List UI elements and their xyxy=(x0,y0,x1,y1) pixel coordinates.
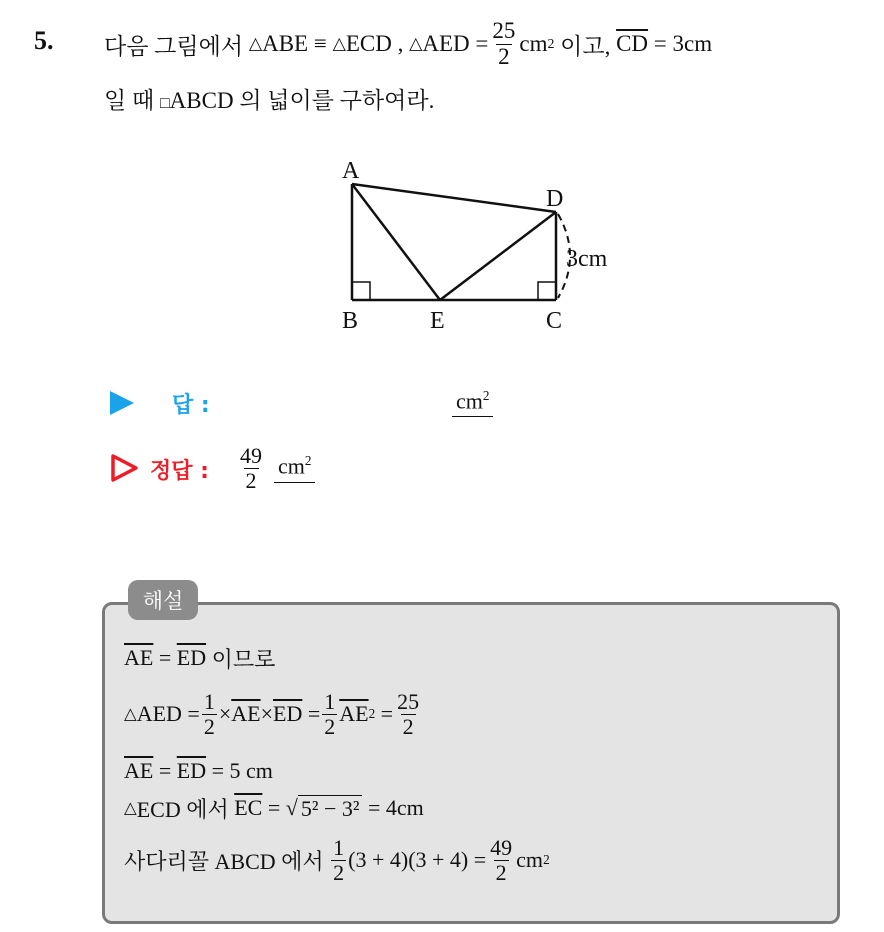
unit-exponent: 2 xyxy=(543,852,550,867)
explanation-line-3 xyxy=(124,754,273,788)
fraction-numerator: 25 xyxy=(492,18,516,44)
answer-blank[interactable] xyxy=(452,388,493,417)
segment-ae: $\overline{AE}$ xyxy=(124,645,154,670)
congruence-left: ABE ≡ xyxy=(262,31,327,56)
fraction-denominator: 2 xyxy=(203,713,215,739)
quadrilateral-icon: □ xyxy=(159,95,170,112)
fraction-numerator: 49 xyxy=(490,835,513,861)
answer-label: 답 : xyxy=(172,393,210,418)
explanation-line-2 xyxy=(124,682,423,746)
fraction-numerator: 1 xyxy=(203,689,215,715)
question-line2-prefix: 일 때 xyxy=(104,88,155,113)
question-prefix: 다음 그림에서 xyxy=(104,33,244,59)
fraction-numerator: 1 xyxy=(324,689,336,715)
label-e: E xyxy=(430,308,445,334)
times-sign: × xyxy=(260,701,273,726)
answer-row xyxy=(110,386,210,420)
equals-sign: = xyxy=(158,645,172,670)
question-line-2 xyxy=(104,82,434,115)
area-label: AED = xyxy=(422,31,489,56)
result-fraction xyxy=(395,690,421,737)
right-angle-c-icon xyxy=(538,282,556,300)
explanation-line-4 xyxy=(124,790,424,826)
play-arrow-icon xyxy=(110,391,134,415)
explanation-text: 이므로 xyxy=(211,646,276,672)
label-cd-length: 3cm xyxy=(566,246,608,272)
answer-unit: cm xyxy=(456,388,483,414)
equals-sign: = xyxy=(380,701,394,726)
segment-ae: $\overline{AE}$ xyxy=(124,758,154,783)
radical-icon: √ xyxy=(285,794,298,820)
fraction-numerator: 49 xyxy=(240,443,262,469)
area-expression: (3 + 4)(3 + 4) = xyxy=(348,847,487,872)
question-line2-suffix: 의 넓이를 구하여라. xyxy=(239,88,435,113)
fraction-denominator: 2 xyxy=(245,467,257,493)
times-sign: × xyxy=(218,701,232,726)
triangle-icon: △ xyxy=(409,34,423,53)
label-b: B xyxy=(342,308,359,334)
label-a: A xyxy=(342,158,360,184)
correct-fraction xyxy=(238,444,264,491)
fraction-denominator: 2 xyxy=(498,43,510,69)
fraction-denominator: 2 xyxy=(495,859,507,885)
label-d: D xyxy=(546,186,564,212)
result-unit: cm xyxy=(516,847,544,872)
geometry-figure xyxy=(330,150,630,340)
right-angle-b-icon xyxy=(352,282,370,300)
trapezoid-context: 사다리꼴 ABCD 에서 xyxy=(124,848,324,874)
fraction-numerator: 25 xyxy=(397,689,420,715)
unit-exponent: 2 xyxy=(547,36,555,51)
segment-cd: $\overline{CD}$ xyxy=(616,31,649,56)
segment-ae: $\overline{AE}$ xyxy=(231,701,261,726)
explanation-line-5 xyxy=(124,828,550,892)
explanation-line-1 xyxy=(124,640,275,676)
triangle-icon: △ xyxy=(124,704,137,723)
fraction-denominator: 2 xyxy=(402,713,414,739)
outline-arrow-icon xyxy=(110,453,140,483)
radicand: 5² − 3² xyxy=(298,795,363,822)
length-result: = 5 cm xyxy=(211,758,273,783)
equals-sign: = xyxy=(307,701,321,726)
explanation-tab: 해설 xyxy=(128,580,198,620)
segment-ed: $\overline{ED}$ xyxy=(273,701,303,726)
half-fraction xyxy=(322,690,337,737)
half-fraction xyxy=(202,690,217,737)
area-label: AED = xyxy=(136,701,200,726)
triangle-icon: △ xyxy=(124,798,137,817)
length-result: = 4cm xyxy=(367,795,424,820)
fraction-numerator: 1 xyxy=(333,835,345,861)
unit-text: cm xyxy=(278,453,305,479)
unit-exponent: 2 xyxy=(304,453,312,469)
area-fraction xyxy=(490,19,517,68)
quadrilateral-name: ABCD xyxy=(169,88,234,113)
fraction-denominator: 2 xyxy=(324,713,336,739)
question-connector: 이고, xyxy=(560,33,611,59)
question-number: 5. xyxy=(34,26,54,55)
segment-ec: $\overline{EC}$ xyxy=(234,795,263,820)
equals-sign: = xyxy=(158,758,172,783)
square-exponent: 2 xyxy=(368,706,376,721)
area-unit: cm xyxy=(519,31,548,56)
equals-sign: = xyxy=(267,795,281,820)
half-fraction xyxy=(331,836,346,883)
segment-ad xyxy=(352,184,556,212)
correct-answer-value xyxy=(236,436,315,500)
triangle-icon: △ xyxy=(248,34,263,53)
segment-ae: $\overline{AE}$ xyxy=(339,701,369,726)
triangle-context: ECD 에서 xyxy=(136,796,229,822)
segment-ed: $\overline{ED}$ xyxy=(176,645,207,670)
fraction-denominator: 2 xyxy=(333,859,345,885)
correct-answer-label: 정답 : xyxy=(150,459,209,484)
congruence-right: ECD , xyxy=(345,31,404,56)
answer-unit-exponent: 2 xyxy=(482,388,490,403)
correct-answer-unit xyxy=(274,453,315,482)
square-root xyxy=(286,795,363,822)
segment-cd-value: = 3cm xyxy=(653,31,713,56)
label-c: C xyxy=(546,308,563,334)
result-fraction xyxy=(488,836,514,883)
segment-ed: $\overline{ED}$ xyxy=(176,758,207,783)
triangle-icon: △ xyxy=(332,34,346,53)
question-line-1 xyxy=(104,12,712,76)
